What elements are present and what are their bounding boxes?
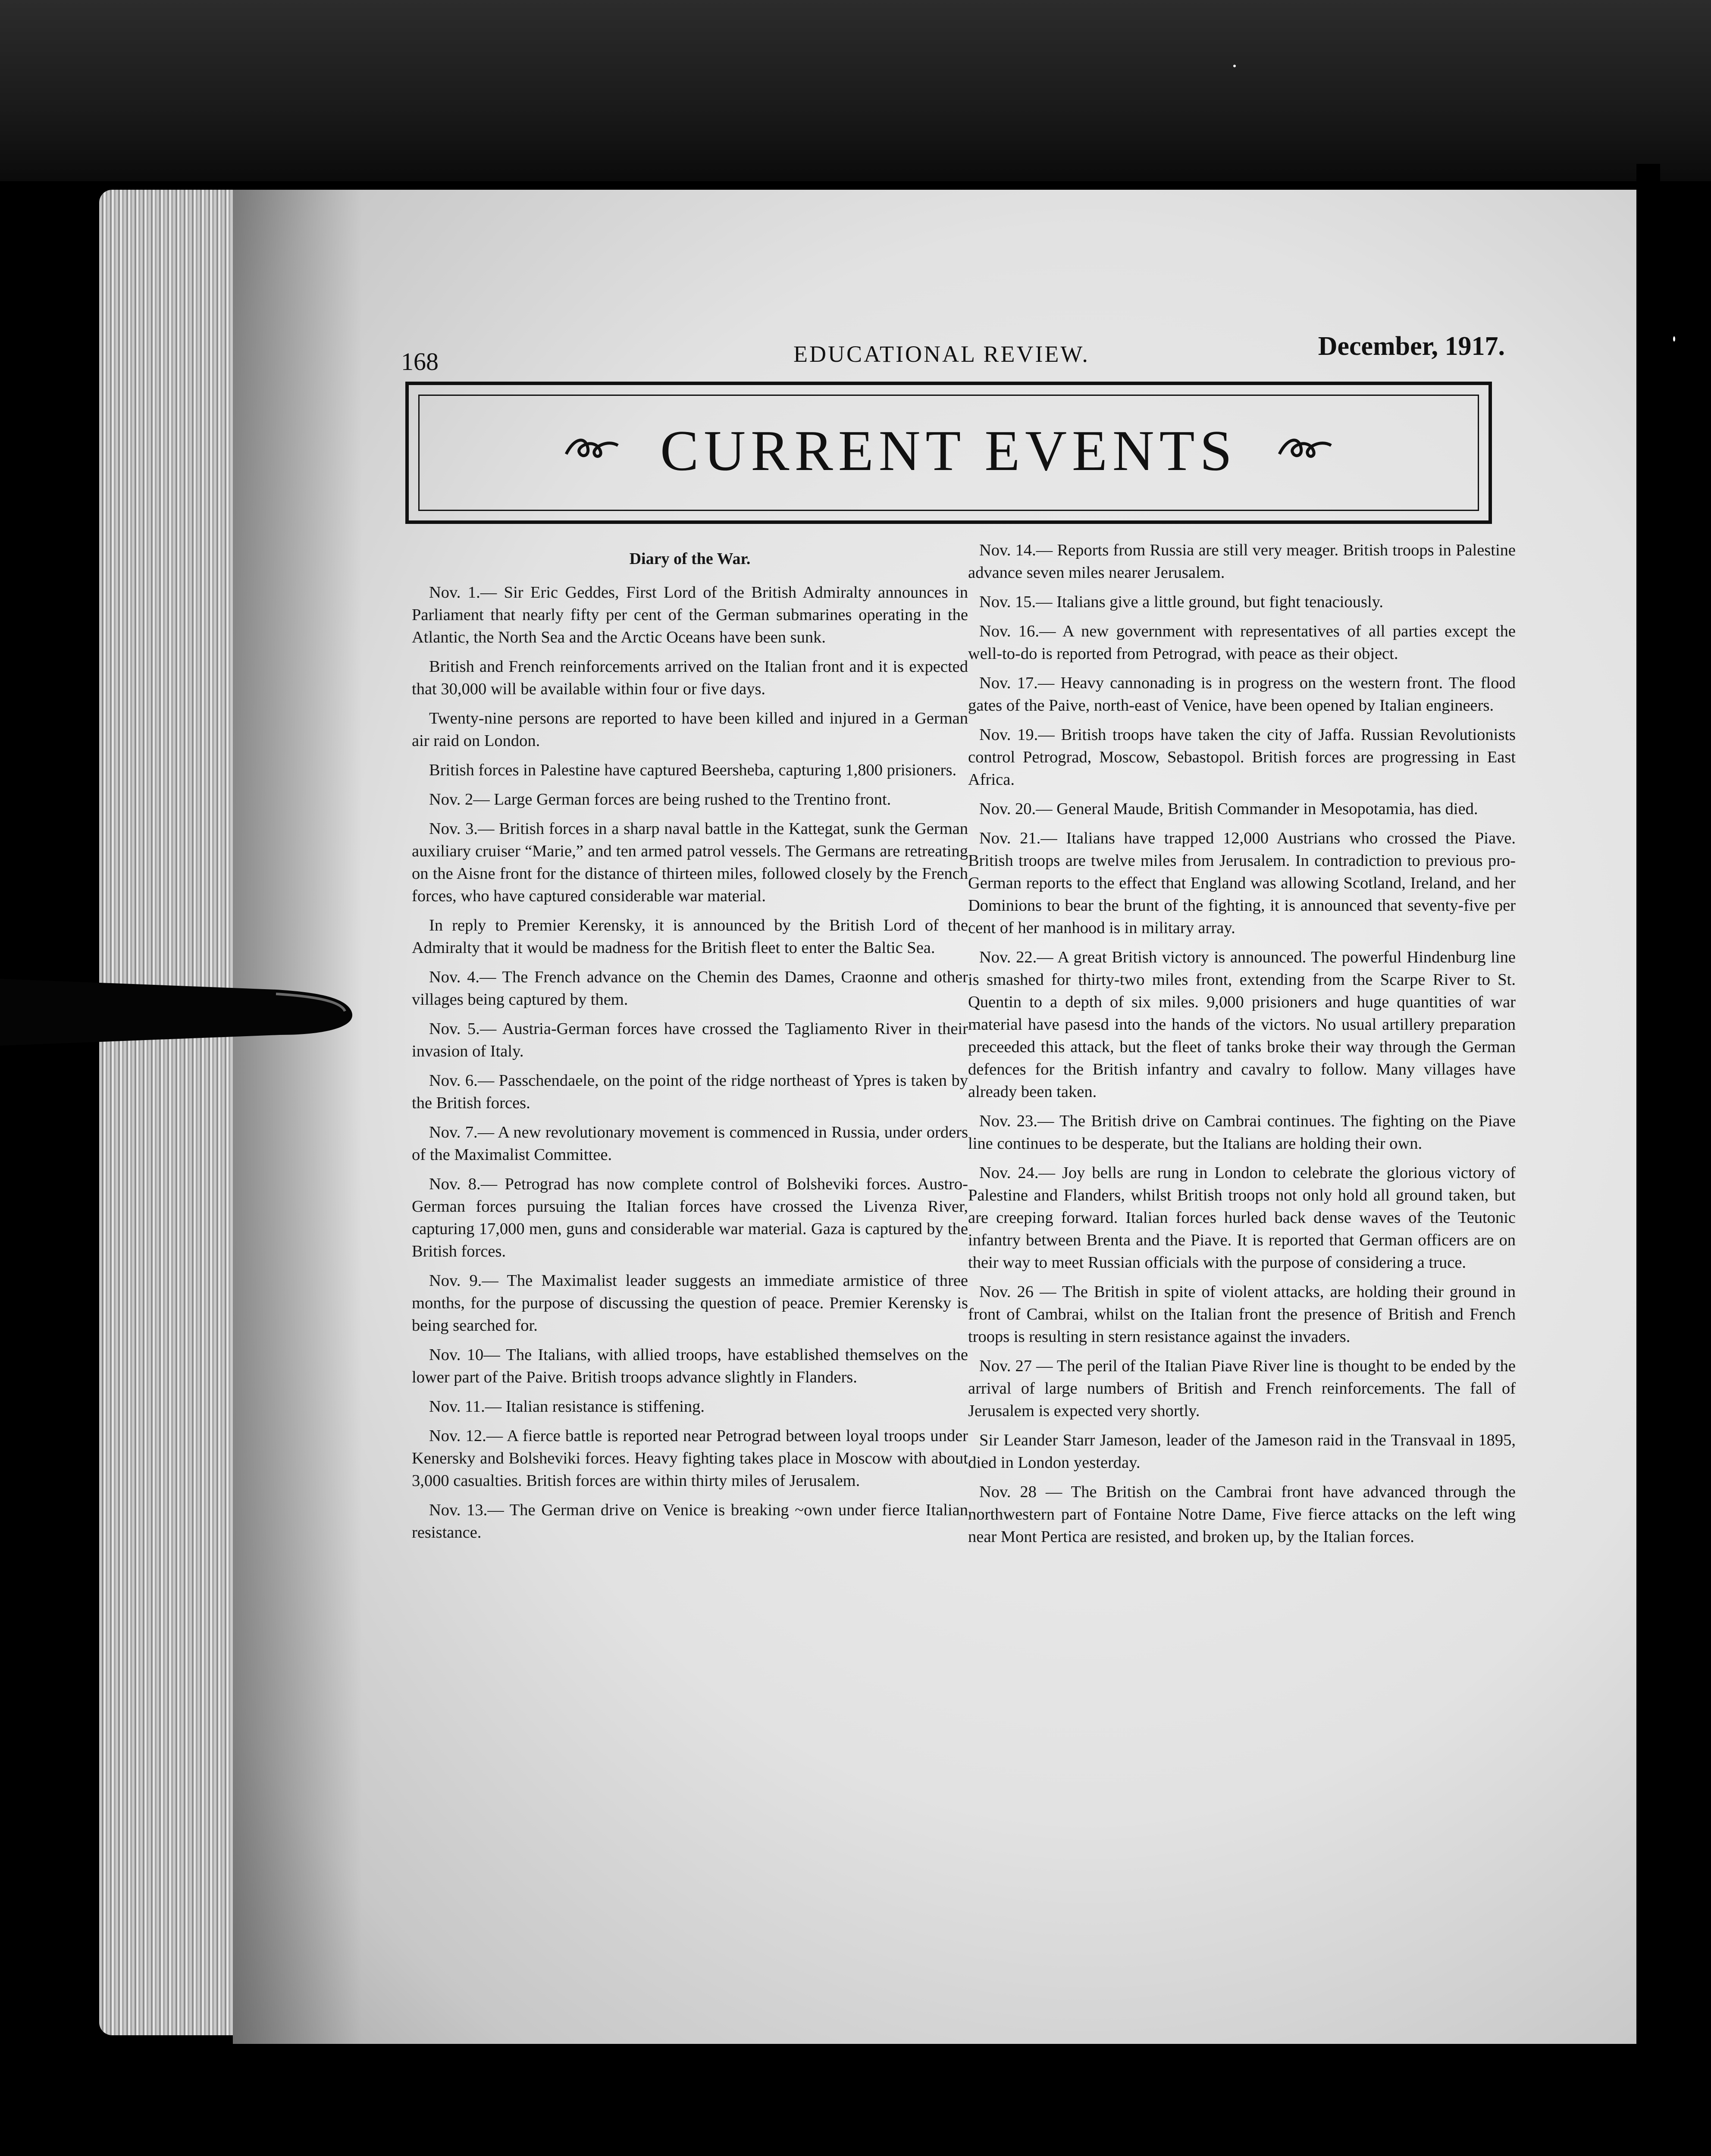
diary-entry: British and French reinforcements arrived on the Italian front and it is expected that 30,000 will be available within four or five days.: [412, 658, 968, 698]
diary-entry: Nov. 4.— The French advance on the Chemin des Dames, Craonne and other villages being captured by them.: [412, 968, 968, 1009]
journal-title: EDUCATIONAL REVIEW.: [793, 341, 1090, 367]
diary-entry: Nov. 9.— The Maximalist leader suggests an immediate armistice of three months, for the purpose of discussing the question of peace. Premier Kerensky is being searched for.: [412, 1272, 968, 1335]
diary-entry: Nov. 17.— Heavy cannonading is in progress on the western front. The flood gates of the Paive, north-east of Venice, have been opened by Italian engineers.: [968, 674, 1516, 714]
diary-entry: Nov. 26 — The British in spite of violent attacks, are holding their ground in front of Cambrai, whilst on the Italian front the presence of British and French troops is resulting in stern resistance against the invaders.: [968, 1283, 1516, 1346]
diary-entry: Nov. 22.— A great British victory is announced. The powerful Hindenburg line is smashed for thirty-two miles front, extending from the Scarpe River to St. Quentin to a depth of six miles. 9,000 prisioners and huge quantities of war material have pasesd into the hands of the victors. No usual artillery preparation preceeded this attack, but the fleet of tanks broke their way through the German defences for the British infantry and cavalry to follow. Many villages have already been taken.: [968, 948, 1516, 1101]
diary-entry: Nov. 23.— The British drive on Cambrai continues. The fighting on the Piave line continues to be desperate, but the Italians are holding their own.: [968, 1112, 1516, 1153]
diary-entry: Nov. 24.— Joy bells are rung in London to celebrate the glorious victory of Palestine and Flanders, whilst British troops not only hold all ground taken, but are creeping forward. Italian forces hurled back dense waves of the Teutonic infantry between Brenta and the Piave. It is reported that German officers are on their way to meet Russian officials with the purpose of considering a truce.: [968, 1164, 1516, 1272]
diary-entry: British forces in Palestine have captured Beersheba, capturing 1,800 prisioners.: [429, 761, 957, 779]
diary-entry: Nov. 27 — The peril of the Italian Piave River line is thought to be ended by the arrival of large numbers of British and French reinforcements. The fall of Jerusalem is expected very shortly.: [968, 1357, 1516, 1420]
scan-speck: [1673, 336, 1675, 342]
diary-entry: Nov. 28 — The British on the Cambrai front have advanced through the northwestern part of Fontaine Notre Dame, Five fierce attacks on the left wing near Mont Pertica are resisted, and broken up, by the Italian forces.: [968, 1483, 1516, 1546]
diary-entry: Nov. 20.— General Maude, British Commander in Mesopotamia, has died.: [979, 800, 1478, 818]
book-page-edges: [99, 190, 254, 2035]
diary-entry: Nov. 1.— Sir Eric Geddes, First Lord of the British Admiralty announces in Parliament that nearly fifty per cent of the German submarines operating in the Atlantic, the North Sea and the Arctic Oceans have been sunk.: [412, 583, 968, 646]
scan-border: [1636, 164, 1660, 2053]
scanner-background: [0, 0, 1711, 181]
gutter-shadow: [233, 190, 362, 2044]
pen-holding-page-icon: [0, 970, 358, 1052]
diary-entry: Nov. 13.— The German drive on Venice is breaking ~own under fierce Italian resistance.: [412, 1501, 968, 1542]
right-column: [968, 539, 1516, 1555]
scan-speck: [1233, 65, 1236, 67]
page-number: 168: [401, 348, 439, 376]
title-frame: [405, 382, 1492, 524]
diary-entry: Nov. 15.— Italians give a little ground, but fight tenaciously.: [979, 593, 1384, 611]
diary-entry: Nov. 19.— British troops have taken the city of Jaffa. Russian Revolutionists control Petrograd, Moscow, Sebastopol. British forces are progressing in East Africa.: [968, 726, 1516, 789]
diary-entry: Nov. 7.— A new revolutionary movement is commenced in Russia, under orders of the Maximalist Committee.: [412, 1123, 968, 1164]
ornament-right-icon: [1275, 432, 1335, 463]
diary-entry: Nov. 21.— Italians have trapped 12,000 Austrians who crossed the Piave. British troops are twelve miles from Jerusalem. In contradiction to previous pro-German reports to the effect that England was allowing Scotland, Ireland, and her Dominions to bear the brunt of the fighting, it is announced that seventy-five per cent of her manhood is in military array.: [968, 829, 1516, 937]
diary-subheading: Diary of the War.: [629, 550, 751, 568]
running-header: [401, 328, 1505, 384]
diary-entry: Nov. 10— The Italians, with allied troops, have established themselves on the lower part of the Paive. British troops advance slightly in Flanders.: [412, 1346, 968, 1386]
diary-entry: Nov. 6.— Passchendaele, on the point of the ridge northeast of Ypres is taken by the British forces.: [412, 1072, 968, 1112]
issue-date: December, 1917.: [1318, 332, 1505, 361]
diary-entry: Nov. 8.— Petrograd has now complete control of Bolsheviki forces. Austro-German forces pursuing the Italian forces have crossed the Livenza River, capturing 17,000 men, guns and considerable war material. Gaza is captured by the British forces.: [412, 1175, 968, 1260]
diary-entry: Nov. 2— Large German forces are being rushed to the Trentino front.: [429, 790, 891, 808]
diary-entry: Nov. 5.— Austria-German forces have crossed the Tagliamento River in their invasion of Italy.: [412, 1020, 968, 1060]
section-title: CURRENT EVENTS: [660, 419, 1238, 483]
diary-entry: Nov. 3.— British forces in a sharp naval battle in the Kattegat, sunk the German auxiliary cruiser “Marie,” and ten armed patrol vessels. The Germans are retreating on the Aisne front for the distance of thirteen miles, followed closely by the French forces, who have captured considerable war material.: [412, 820, 968, 905]
left-column: [412, 548, 968, 1551]
diary-entry: Sir Leander Starr Jameson, leader of the Jameson raid in the Transvaal in 1895, died in London yesterday.: [968, 1431, 1516, 1472]
diary-entry: Nov. 12.— A fierce battle is reported near Petrograd between loyal troops under Kenersky and Bolsheviki forces. Heavy fighting takes place in Moscow with about 3,000 casualties. British forces are within thirty miles of Jerusalem.: [412, 1427, 968, 1490]
diary-entry: Nov. 11.— Italian resistance is stiffening.: [429, 1398, 705, 1416]
diary-entry: Nov. 16.— A new government with representatives of all parties except the well-to-do is reported from Petrograd, with peace as their object.: [968, 622, 1516, 663]
diary-entry: In reply to Premier Kerensky, it is announced by the British Lord of the Admiralty that it would be madness for the British fleet to enter the Baltic Sea.: [412, 916, 968, 957]
diary-entry: Twenty-nine persons are reported to have been killed and injured in a German air raid on London.: [412, 709, 968, 750]
diary-entry: Nov. 14.— Reports from Russia are still very meager. British troops in Palestine advance seven miles nearer Jerusalem.: [968, 541, 1516, 582]
